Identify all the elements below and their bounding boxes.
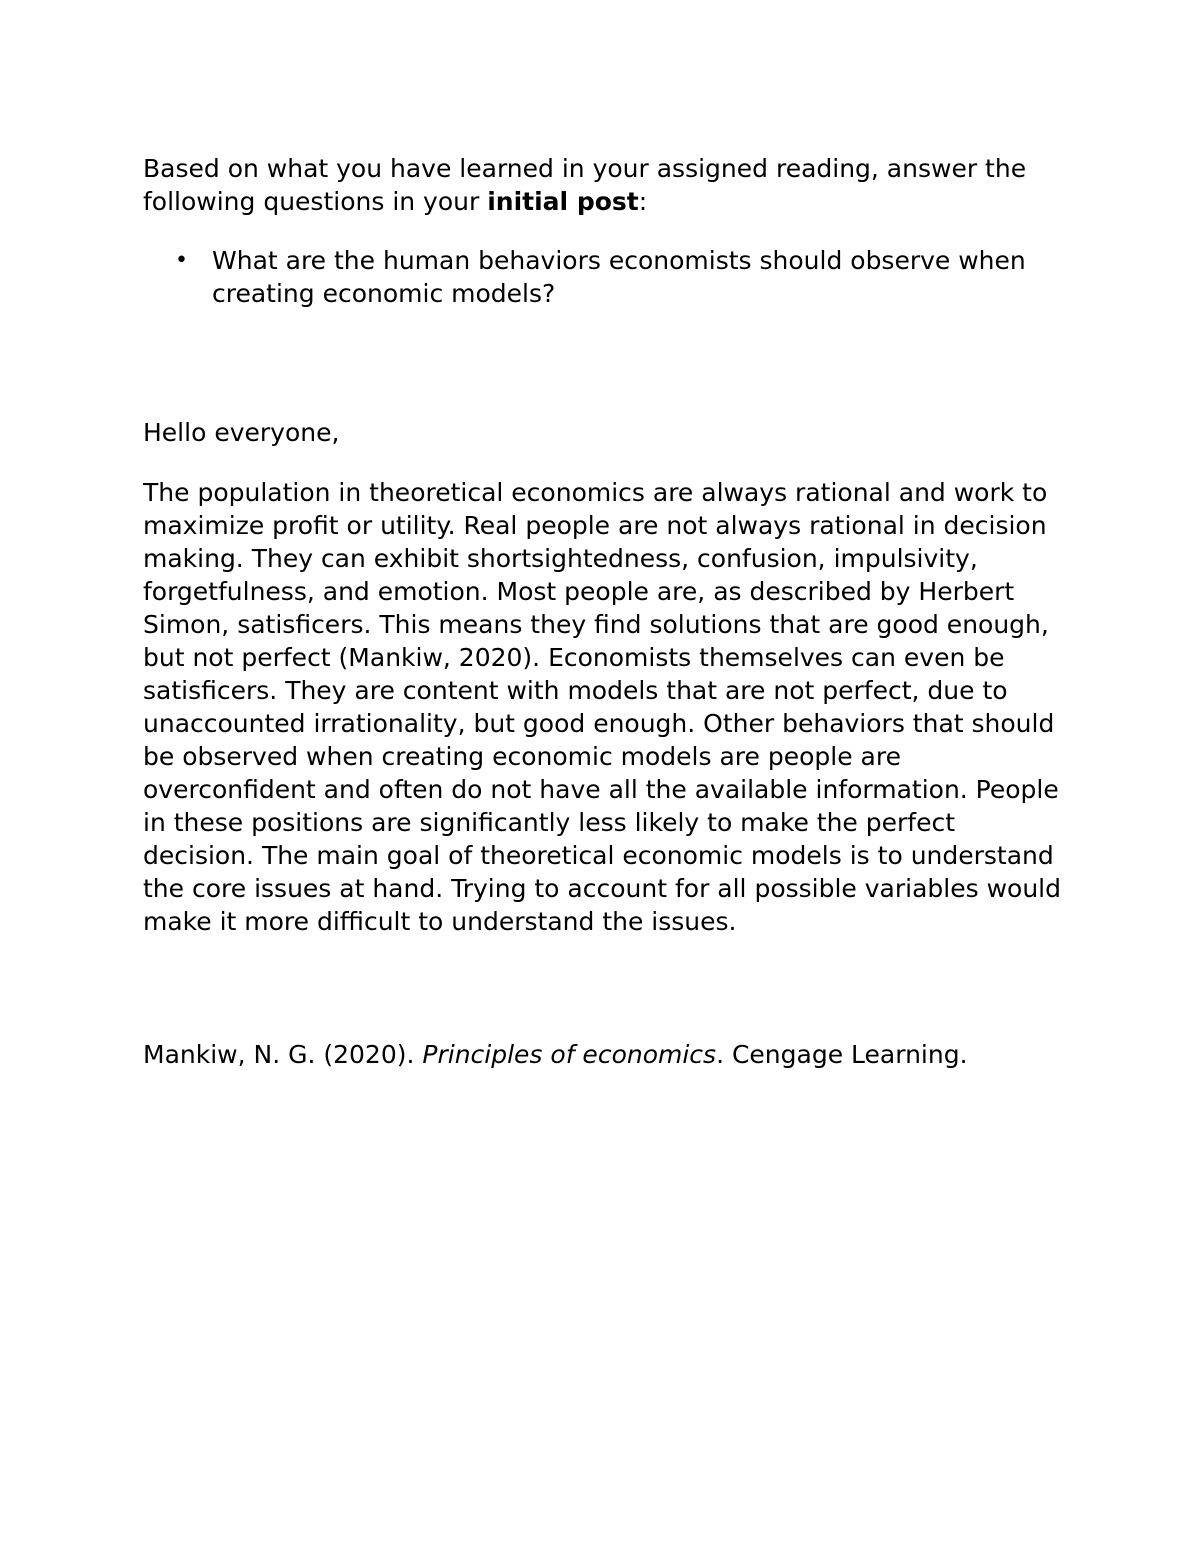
prompt-colon: : — [638, 187, 648, 216]
reference-publisher: . Cengage Learning. — [716, 1040, 968, 1069]
bullet-icon: • — [175, 248, 188, 273]
question-item — [143, 244, 1063, 310]
question-text: What are the human behaviors economists should observe when creating economic models? — [212, 246, 1026, 308]
document-page — [143, 152, 1063, 1071]
question-list — [143, 244, 1063, 310]
post-greeting: Hello everyone, — [143, 418, 340, 447]
reference-title: Principles of economics — [422, 1040, 717, 1069]
reference-author: Mankiw, N. G. (2020). — [143, 1040, 423, 1069]
prompt-bold-initial-post: initial post — [487, 187, 639, 216]
assignment-prompt — [143, 152, 1063, 218]
reference-citation — [143, 1038, 1063, 1071]
prompt-text: Based on what you have learned in your assigned reading, answer the following questions in your — [143, 154, 1027, 216]
post-body: The population in theoretical economics are always rational and work to maximize profit or utility. Real people are not always rational in decision making. They can exhibit shortsightedness, confusion, impulsivity, forgetfulness, and emotion. Most people are, as described by Herbert Simon, satisficers. This means they find solutions that are good enough, but not perfect (Mankiw, 2020). Economists themselves can even be satisficers. They are content with models that are not perfect, due to unaccounted irrationality, but good enough. Other behaviors that should be observed when creating economic models are people are overconfident and often do not have all the available information. People in these positions are significantly less likely to make the perfect decision. The main goal of theoretical economic models is to understand the core issues at hand. Trying to account for all possible variables would make it more difficult to understand the issues. — [143, 478, 1061, 936]
